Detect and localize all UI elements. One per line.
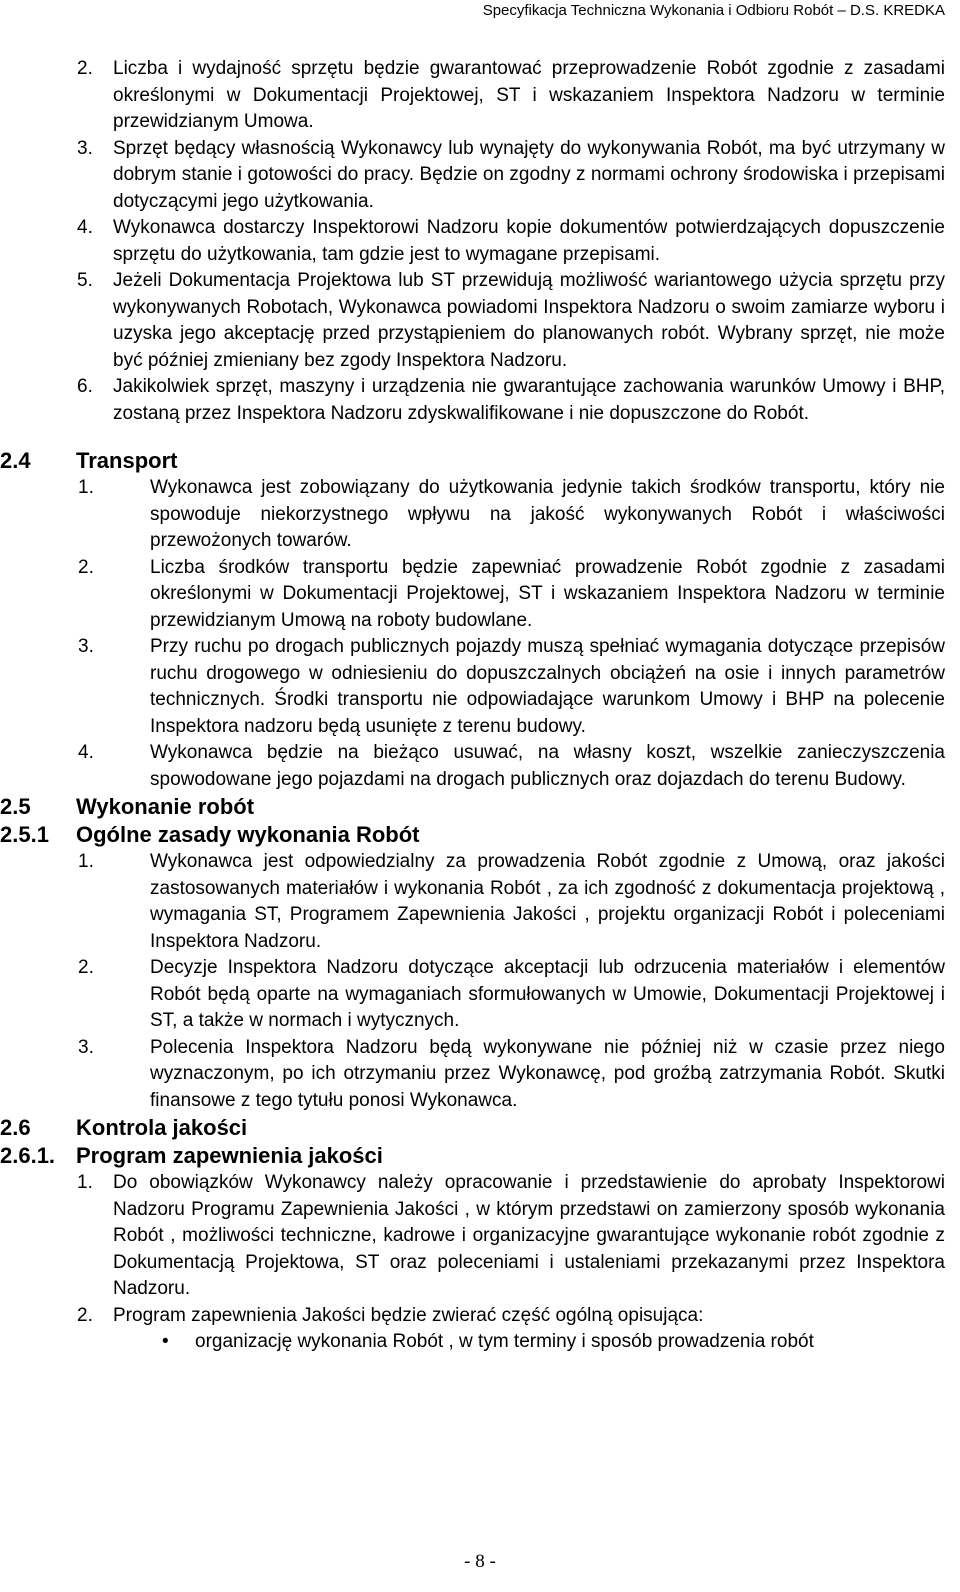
section-number: 2.6 bbox=[0, 1115, 31, 1140]
list-item bbox=[77, 374, 945, 427]
list-text: Jakikolwiek sprzęt, maszyny i urządzenia nie gwarantujące zachowania warunków Umowy i BHP, zostaną przez Inspektora Nadzoru zdyskwalifikowane i nie dopuszczone do Robót. bbox=[113, 376, 945, 424]
list-text: Program zapewnienia Jakości będzie zwierać część ogólną opisująca: bbox=[113, 1304, 704, 1326]
list-item bbox=[77, 56, 945, 136]
list-number: 3. bbox=[78, 1036, 94, 1058]
page-number: - 8 - bbox=[464, 1551, 496, 1572]
section-heading-program bbox=[0, 1142, 960, 1170]
bullet-item bbox=[162, 1329, 945, 1356]
list-item bbox=[78, 634, 945, 740]
section-number: 2.5 bbox=[0, 794, 31, 819]
list-text: Liczba środków transportu będzie zapewniać prowadzenie Robót zgodnie z zasadami określonymi w Dokumentacji Projektowej, ST i wskazaniem Inspektora Nadzoru w terminie przewidzianym Umową na roboty budowlane. bbox=[150, 556, 945, 631]
list-item bbox=[78, 849, 945, 955]
list-text: Polecenia Inspektora Nadzoru będą wykonywane nie później niż w czasie przez niego wyznaczonym, po ich otrzymaniu przez Wykonawcę, pod groźbą zatrzymania Robót. Skutki finansowe z tego tytułu ponosi Wykonawca. bbox=[150, 1036, 945, 1111]
list-text: Liczba i wydajność sprzętu będzie gwarantować przeprowadzenie Robót zgodnie z zasadami określonymi w Dokumentacji Projektowej, ST i wskazaniem Inspektora Nadzoru w terminie przewidzianym Umowa. bbox=[113, 58, 945, 132]
list-number: 4. bbox=[77, 217, 93, 238]
list-number: 1. bbox=[78, 477, 94, 498]
section-number: 2.6.1. bbox=[0, 1143, 56, 1168]
list-number: 1. bbox=[77, 1172, 93, 1193]
list-text: Wykonawca jest odpowiedzialny za prowadzenia Robót zgodnie z Umową, oraz jakości zastosowanych materiałów i wykonania Robót , za ich zgodność z dokumentacja projektową , wymagania ST, Programem Zapewnienia Jakości , projektu organizacji Robót i poleceniami Inspektora Nadzoru. bbox=[150, 851, 945, 952]
list-item bbox=[77, 268, 945, 374]
list-text: Decyzje Inspektora Nadzoru dotyczące akceptacji lub odrzucenia materiałów i elementów Robót będą oparte na wymaganiach sformułowanych w Umowie, Dokumentacji Projektowej i ST, a także w normach i wytycznych. bbox=[150, 957, 945, 1031]
list-number: 3. bbox=[78, 636, 94, 657]
list-item bbox=[77, 136, 945, 216]
list-text: Sprzęt będący własnością Wykonawcy lub wynajęty do wykonywania Robót, ma być utrzymany w dobrym stanie i gotowości do pracy. Będzie on zgodny z normami ochrony środowiska i przepisami dotyczącymi jego użytkowania. bbox=[113, 137, 945, 212]
list-number: 2. bbox=[78, 556, 94, 578]
section-title: Program zapewnienia jakości bbox=[76, 1143, 383, 1168]
section-heading-kontrola bbox=[0, 1114, 960, 1142]
list-item bbox=[78, 955, 945, 1035]
list-item bbox=[78, 1035, 945, 1115]
list-item bbox=[78, 740, 945, 793]
list-number: 2. bbox=[77, 1304, 93, 1326]
bullet-icon: • bbox=[162, 1331, 169, 1352]
section-heading-wykonanie bbox=[0, 793, 960, 821]
list-text: Jeżeli Dokumentacja Projektowa lub ST przewidują możliwość wariantowego użycia sprzętu przy wykonywanych Robotach, Wykonawca powiadomi Inspektora Nadzoru o swoim zamiarze wyboru i uzyska jego akceptację przed przystąpieniem do planowanych robót. Wybrany sprzęt, nie może być później zmieniany bez zgody Inspektora Nadzoru. bbox=[113, 270, 945, 371]
list-item bbox=[77, 215, 945, 268]
list-text: Do obowiązków Wykonawcy należy opracowanie i przedstawienie do aprobaty Inspektorowi Nadzoru Programu Zapewnienia Jakości , w którym przedstawi on zamierzony sposób wykonania Robót , możliwości techniczne, kadrowe i organizacyjne gwarantujące wykonanie robót zgodnie z Dokumentacją Projektowa, ST oraz poleceniami i ustaleniami przekazanymi przez Inspektora Nadzoru. bbox=[113, 1172, 945, 1299]
section-title: Transport bbox=[76, 448, 178, 473]
list-item bbox=[78, 475, 945, 555]
page-header: Specyfikacja Techniczna Wykonania i Odbioru Robót – D.S. KREDKA bbox=[482, 2, 945, 19]
document-body bbox=[0, 56, 960, 1356]
section-number: 2.4 bbox=[0, 448, 31, 473]
list-text: Wykonawca jest zobowiązany do użytkowania jedynie takich środków transportu, który nie spowoduje niekorzystnego wpływu na jakość wykonywanych Robót i właściwości przewożonych towarów. bbox=[150, 477, 945, 551]
list-number: 4. bbox=[78, 742, 94, 763]
section-heading-zasady bbox=[0, 821, 960, 849]
section-title: Wykonanie robót bbox=[76, 794, 255, 819]
list-number: 2. bbox=[77, 58, 93, 79]
list-number: 3. bbox=[77, 137, 93, 159]
list-number: 5. bbox=[77, 270, 93, 291]
list-number: 6. bbox=[77, 376, 93, 397]
list-text: Przy ruchu po drogach publicznych pojazdy muszą spełniać wymagania dotyczące przepisów ruchu drogowego w odniesieniu do dopuszczalnych obciążeń na osie i innych parametrów technicznych. Środki transportu nie odpowiadające warunkom Umowy i BHP na polecenie Inspektora nadzoru będą usunięte z terenu budowy. bbox=[150, 636, 945, 737]
list-number: 2. bbox=[78, 957, 94, 978]
list-item bbox=[77, 1170, 945, 1303]
section-title: Ogólne zasady wykonania Robót bbox=[76, 822, 420, 847]
section-title: Kontrola jakości bbox=[76, 1115, 248, 1140]
list-number: 1. bbox=[78, 851, 94, 872]
bullet-text: organizację wykonania Robót , w tym terminy i sposób prowadzenia robót bbox=[195, 1331, 814, 1352]
list-text: Wykonawca dostarczy Inspektorowi Nadzoru kopie dokumentów potwierdzających dopuszczenie sprzętu do użytkowania, tam gdzie jest to wymagane przepisami. bbox=[113, 217, 945, 265]
section-number: 2.5.1 bbox=[0, 822, 49, 847]
list-item bbox=[78, 555, 945, 635]
section-heading-transport bbox=[0, 447, 960, 475]
list-text: Wykonawca będzie na bieżąco usuwać, na własny koszt, wszelkie zanieczyszczenia spowodowane jego pojazdami na drogach publicznych oraz dojazdach do terenu Budowy. bbox=[150, 742, 945, 790]
list-item bbox=[77, 1303, 945, 1330]
